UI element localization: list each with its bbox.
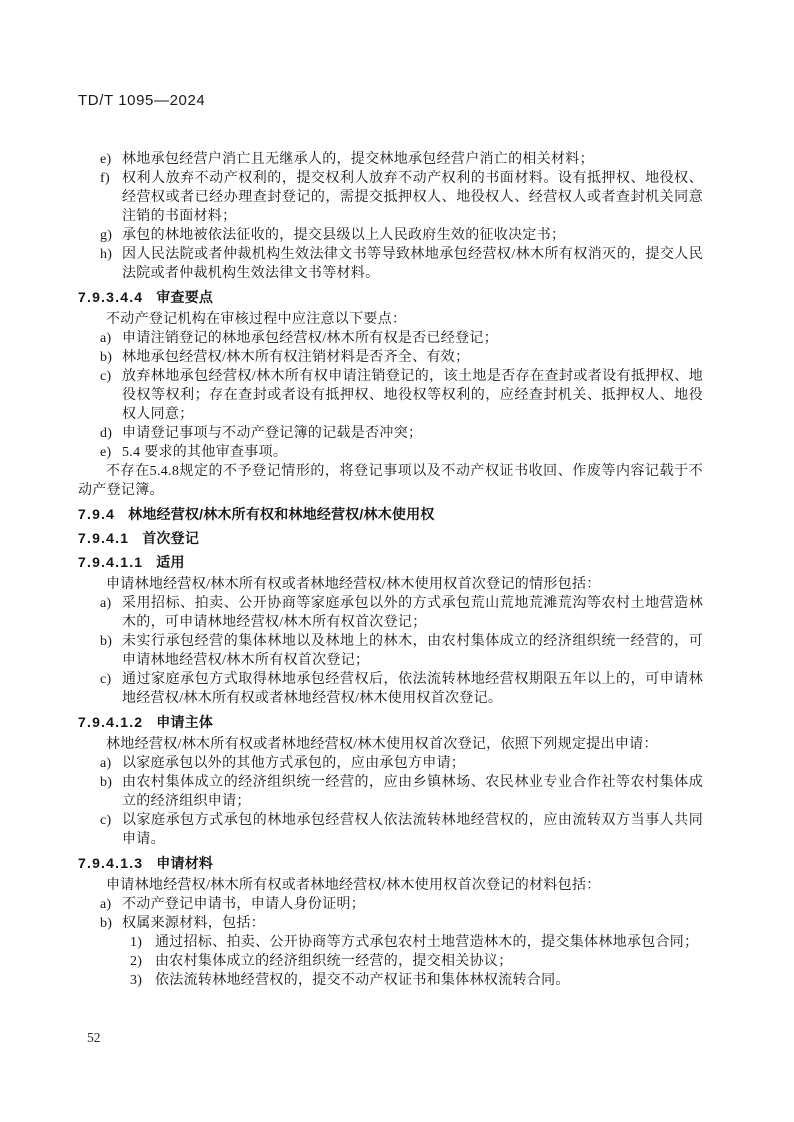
sub-list-item-label: 1) — [130, 935, 143, 950]
list-item — [78, 443, 703, 462]
applicability-list — [78, 594, 703, 708]
document-body — [78, 150, 703, 990]
list-item-label: a) — [100, 756, 112, 771]
list-item — [78, 594, 703, 632]
list-item-text: 采用招标、拍卖、公开协商等家庭承包以外的方式承包荒山荒地荒滩荒沟等农村土地营造林木的，可申请林地经营权/林木所有权首次登记； — [122, 596, 703, 630]
list-item — [78, 914, 703, 990]
heading-number: 7.9.4.1.1 — [78, 554, 144, 570]
list-item-text: 承包的林地被依法征收的，提交县级以上人民政府生效的征收决定书； — [122, 228, 566, 243]
heading-review-points — [78, 288, 703, 307]
heading-first-registration — [78, 529, 703, 548]
sub-list-item-text: 通过招标、拍卖、公开协商等方式承包农村土地营造林木的，提交集体林地承包合同； — [155, 935, 699, 950]
review-points-list — [78, 329, 703, 462]
paragraph: 林地经营权/林木所有权或者林地经营权/林木使用权首次登记，依照下列规定提出申请： — [106, 737, 658, 752]
heading-title: 首次登记 — [142, 530, 200, 546]
list-item — [78, 811, 703, 849]
list-item — [78, 226, 703, 245]
list-item — [78, 329, 703, 348]
list-item — [78, 754, 703, 773]
heading-applicant — [78, 713, 703, 732]
paragraph: 申请林地经营权/林木所有权或者林地经营权/林木使用权首次登记的情形包括： — [106, 577, 601, 592]
list-item-text: 5.4 要求的其他审查事项。 — [122, 445, 288, 460]
list-item-label: e) — [100, 445, 112, 460]
heading-number: 7.9.4.1.3 — [78, 855, 144, 871]
list-item-text: 不动产登记申请书，申请人身份证明； — [122, 897, 366, 912]
heading-number: 7.9.4.1.2 — [78, 714, 144, 730]
sub-list-item — [122, 971, 703, 990]
heading-number: 7.9.3.4.4 — [78, 289, 144, 305]
list-item-label: a) — [100, 596, 112, 611]
heading-title: 申请主体 — [156, 714, 214, 730]
list-item — [78, 150, 703, 169]
page-number: 52 — [87, 1030, 101, 1045]
heading-number: 7.9.4 — [78, 506, 116, 522]
list-item — [78, 670, 703, 708]
list-item — [78, 245, 703, 283]
list-item — [78, 169, 703, 226]
list-item-label: c) — [100, 813, 112, 828]
paragraph: 不动产登记机构在审核过程中应注意以下要点： — [106, 312, 407, 327]
list-item-label: g) — [100, 228, 113, 243]
list-item-label: h) — [100, 247, 113, 262]
list-item-text: 由农村集体成立的经济组织统一经营的，应由乡镇林场、农民林业专业合作社等农村集体成立的经济组织申请； — [122, 775, 703, 809]
materials-list — [78, 895, 703, 990]
list-item-label: e) — [100, 152, 112, 167]
sub-list-item-label: 3) — [130, 973, 143, 988]
list-item — [78, 632, 703, 670]
list-item-label: f) — [100, 171, 110, 186]
list-item-text: 申请注销登记的林地承包经营权/林木所有权是否已经登记； — [122, 331, 498, 346]
list-item-label: c) — [100, 369, 112, 384]
list-item-text: 以家庭承包方式承包的林地承包经营权人依法流转林地经营权的，应由流转双方当事人共同申请。 — [122, 813, 703, 847]
list-item-label: a) — [100, 897, 112, 912]
heading-applicability — [78, 553, 703, 572]
list-item — [78, 773, 703, 811]
list-item-text: 因人民法院或者仲裁机构生效法律文书等导致林地承包经营权/林木所有权消灭的，提交人民法院或者仲裁机构生效法律文书等材料。 — [122, 247, 703, 281]
heading-materials — [78, 854, 703, 873]
sub-list-item-text: 依法流转林地经营权的，提交不动产权证书和集体林权流转合同。 — [155, 973, 570, 988]
paragraph: 不存在5.4.8规定的不予登记情形的，将登记事项以及不动产权证书收回、作废等内容记载于不动产登记簿。 — [78, 464, 703, 498]
sub-list-item — [122, 933, 703, 952]
list-item — [78, 895, 703, 914]
list-item-label: c) — [100, 672, 112, 687]
sub-list-item-text: 由农村集体成立的经济组织统一经营的，提交相关协议； — [155, 954, 513, 969]
list-item-label: a) — [100, 331, 112, 346]
applicant-list — [78, 754, 703, 849]
list-item-text: 以家庭承包以外的其他方式承包的，应由承包方申请； — [122, 756, 466, 771]
list-item-text: 权利人放弃不动产权利的，提交权利人放弃不动产权利的书面材料。设有抵押权、地役权、经营权或者已经办理查封登记的，需提交抵押权人、地役权人、经营权人或者查封机关同意注销的书面材料； — [122, 171, 703, 224]
heading-7-9-4 — [78, 505, 703, 524]
list-item — [78, 348, 703, 367]
list-item-text: 权属来源材料，包括： — [122, 916, 265, 931]
list-item-text: 林地承包经营权/林木所有权注销材料是否齐全、有效； — [122, 350, 470, 365]
list-item-label: b) — [100, 775, 113, 790]
sub-list-item — [122, 952, 703, 971]
list-item-text: 林地承包经营户消亡且无继承人的，提交林地承包经营户消亡的相关材料； — [122, 152, 594, 167]
materials-list-continued — [78, 150, 703, 283]
list-item-text: 申请登记事项与不动产登记簿的记载是否冲突； — [122, 426, 423, 441]
list-item-label: b) — [100, 634, 113, 649]
list-item — [78, 424, 703, 443]
sub-list-item-label: 2) — [130, 954, 143, 969]
heading-title: 适用 — [156, 554, 185, 570]
list-item-text: 未实行承包经营的集体林地以及林地上的林木，由农村集体成立的经济组织统一经营的，可申请林地经营权/林木所有权首次登记； — [122, 634, 703, 668]
heading-title: 林地经营权/林木所有权和林地经营权/林木使用权 — [128, 506, 435, 522]
list-item — [78, 367, 703, 424]
list-item-label: d) — [100, 426, 113, 441]
list-item-text: 放弃林地承包经营权/林木所有权申请注销登记的，该土地是否存在查封或者设有抵押权、地役权等权利；存在查封或者设有抵押权、地役权等权利的，应经查封机关、抵押权人、地役权人同意； — [122, 369, 703, 422]
heading-number: 7.9.4.1 — [78, 530, 130, 546]
doc-code: TD/T 1095—2024 — [78, 92, 206, 109]
list-item-label: b) — [100, 350, 113, 365]
paragraph: 申请林地经营权/林木所有权或者林地经营权/林木使用权首次登记的材料包括： — [106, 878, 601, 893]
heading-title: 审查要点 — [156, 289, 214, 305]
list-item-text: 通过家庭承包方式取得林地承包经营权后，依法流转林地经营权期限五年以上的，可申请林地经营权/林木所有权或者林地经营权/林木使用权首次登记。 — [122, 672, 703, 706]
list-item-label: b) — [100, 916, 113, 931]
heading-title: 申请材料 — [156, 855, 214, 871]
